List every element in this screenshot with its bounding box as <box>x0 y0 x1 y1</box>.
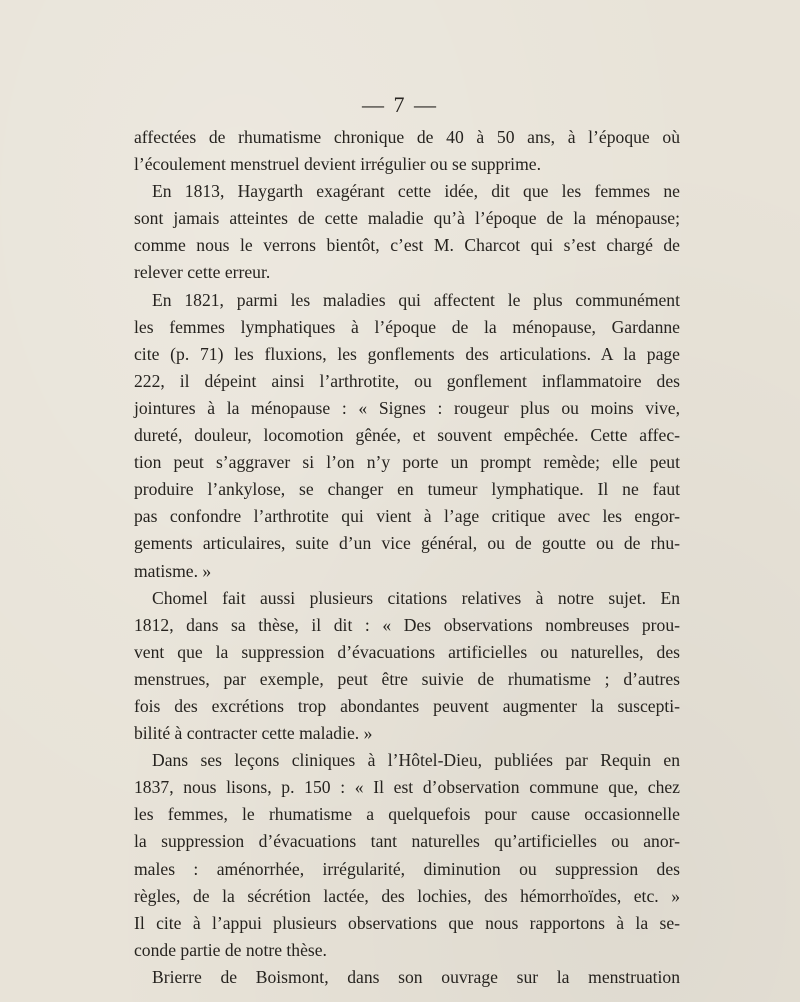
text-line: matisme. » <box>134 560 212 581</box>
text-line: jointures à la ménopause : « Signes : rougeur plus ou moins vive, <box>134 397 680 418</box>
text-line: bilité à contracter cette maladie. » <box>134 723 373 744</box>
text-line: comme nous le verrons bientôt, c’est M. Charcot qui s’est chargé de <box>134 235 680 256</box>
text-line: vent que la suppression d’évacuations artificielles ou naturelles, des <box>134 641 680 662</box>
text-line: l’écoulement menstruel devient irrégulier ou se supprime. <box>134 154 541 175</box>
text-line: les femmes, le rhumatisme a quelquefois pour cause occasionnelle <box>134 804 680 825</box>
text-line: règles, de la sécrétion lactée, des lochies, des hémorrhoïdes, etc. » <box>134 885 680 906</box>
text-line: affectées de rhumatisme chronique de 40 à 50 ans, à l’époque où <box>134 127 680 147</box>
text-line: pas confondre l’arthrotite qui vient à l’age critique avec les engor- <box>134 506 680 527</box>
text-line: les femmes lymphatiques à l’époque de la ménopause, Gardanne <box>134 316 680 337</box>
text-line: 222, il dépeint ainsi l’arthrotite, ou gonflement inflammatoire des <box>134 370 680 391</box>
text-line: 1812, dans sa thèse, il dit : « Des observations nombreuses prou- <box>134 614 680 635</box>
text-line: Brierre de Boismont, dans son ouvrage sur la menstruation <box>152 966 680 987</box>
text-line: En 1813, Haygarth exagérant cette idée, dit que les femmes ne <box>152 181 680 202</box>
text-line: males : aménorrhée, irrégularité, diminution ou suppression des <box>134 858 680 879</box>
text-line: cite (p. 71) les fluxions, les gonflements des articulations. A la page <box>134 343 680 364</box>
text-line: En 1821, parmi les maladies qui affectent le plus communément <box>152 289 680 310</box>
text-line: Chomel fait aussi plusieurs citations relatives à notre sujet. En <box>152 587 680 608</box>
body-text <box>134 124 680 991</box>
text-line: produire l’ankylose, se changer en tumeur lymphatique. Il ne faut <box>134 479 680 500</box>
text-line: sont jamais atteintes de cette maladie qu’à l’époque de la ménopause; <box>134 208 680 229</box>
text-line: menstrues, par exemple, peut être suivie de rhumatisme ; d’autres <box>134 668 680 689</box>
text-line: dureté, douleur, locomotion gênée, et souvent empêchée. Cette affec- <box>134 425 680 446</box>
text-line: gements articulaires, suite d’un vice général, ou de goutte ou de rhu- <box>134 533 680 554</box>
text-line: la suppression d’évacuations tant naturelles qu’artificielles ou anor- <box>134 831 680 852</box>
text-line: tion peut s’aggraver si l’on n’y porte un prompt remède; elle peut <box>134 452 680 473</box>
text-line: Il cite à l’appui plusieurs observations que nous rapportons à la se- <box>134 912 680 933</box>
text-line: Dans ses leçons cliniques à l’Hôtel-Dieu, publiées par Requin en <box>152 750 680 771</box>
page-number: — 7 — <box>362 92 438 117</box>
text-line: conde partie de notre thèse. <box>134 939 327 960</box>
text-line: fois des excrétions trop abondantes peuvent augmenter la suscepti- <box>134 695 680 716</box>
text-line: relever cette erreur. <box>134 262 271 283</box>
text-line: 1837, nous lisons, p. 150 : « Il est d’observation commune que, chez <box>134 777 680 798</box>
